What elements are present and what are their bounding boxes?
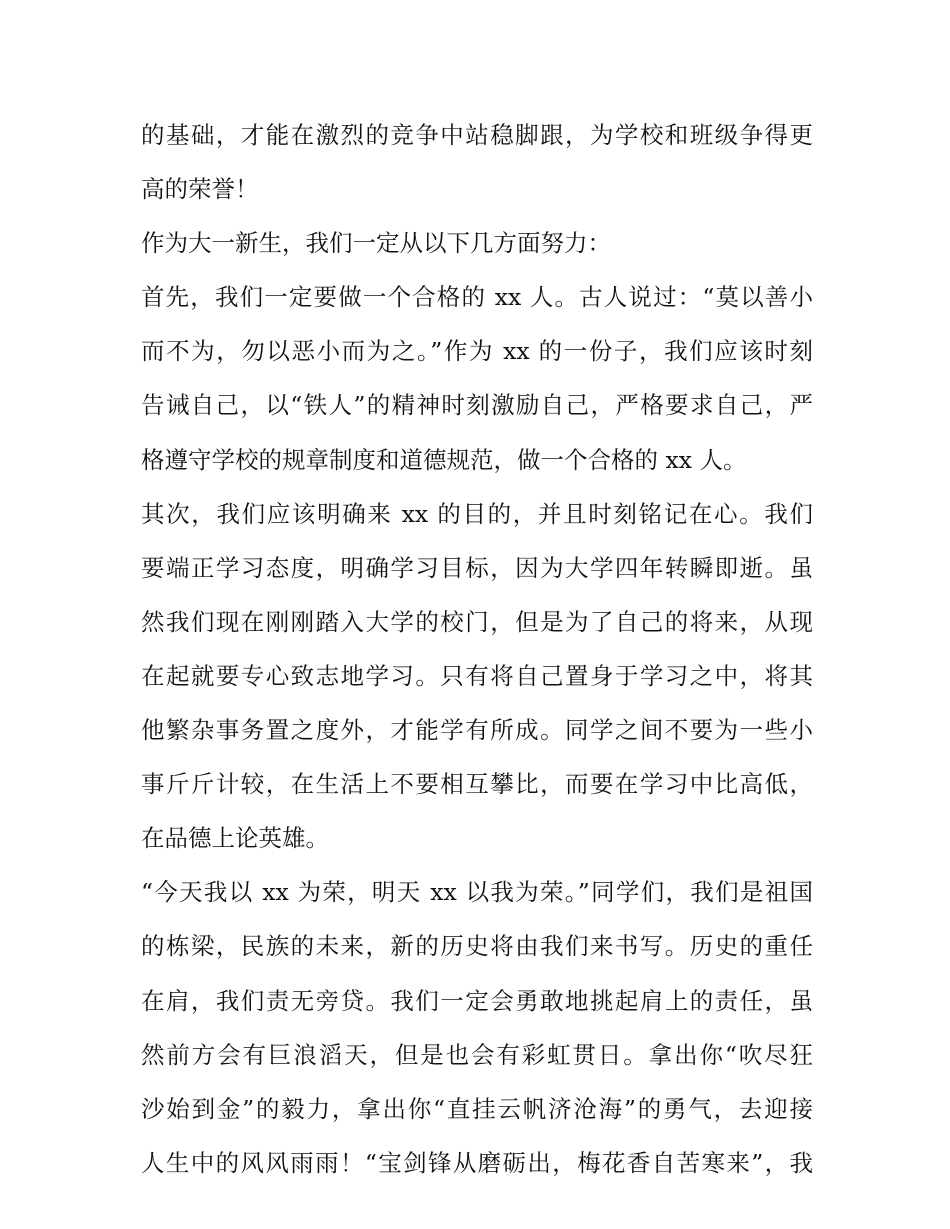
text-line: 沙始到金”的毅力，拿出你“直挂云帆济沧海”的勇气，去迎接 [141,1094,813,1123]
text-line: 作为大一新生，我们一定从以下几方面努力： [141,229,611,258]
text-line: 在品德上论英雄。 [141,824,329,853]
text-line: 高的荣誉！ [141,175,259,204]
text-line: 事斤斤计较，在生活上不要相互攀比，而要在学习中比高低， [141,770,813,799]
text-line: 格遵守学校的规章制度和道德规范，做一个合格的 xx 人。 [141,445,747,474]
text-line: “今天我以 xx 为荣，明天 xx 以我为荣。”同学们，我们是祖国 [141,878,813,907]
text-line: 他繁杂事务置之度外，才能学有所成。同学之间不要为一些小 [141,716,813,745]
text-line: 人生中的风风雨雨！“宝剑锋从磨砺出，梅花香自苦寒来”，我 [141,1148,813,1177]
text-line: 而不为，勿以恶小而为之。”作为 xx 的一份子，我们应该时刻 [141,337,813,366]
text-line: 然我们现在刚刚踏入大学的校门，但是为了自己的将来，从现 [141,607,813,636]
text-line: 在起就要专心致志地学习。只有将自己置身于学习之中，将其 [141,661,813,690]
text-line: 告诫自己，以“铁人”的精神时刻激励自己，严格要求自己，严 [141,391,813,420]
text-line: 的栋梁，民族的未来，新的历史将由我们来书写。历史的重任 [141,932,813,961]
text-line: 其次，我们应该明确来 xx 的目的，并且时刻铭记在心。我们 [141,499,813,528]
text-line: 在肩，我们责无旁贷。我们一定会勇敢地挑起肩上的责任，虽 [141,986,813,1015]
document-body [141,108,813,1190]
text-line: 的基础，才能在激烈的竞争中站稳脚跟，为学校和班级争得更 [141,121,813,149]
text-line: 要端正学习态度，明确学习目标，因为大学四年转瞬即逝。虽 [141,553,813,582]
text-line: 首先，我们一定要做一个合格的 xx 人。古人说过：“莫以善小 [141,283,813,312]
text-line: 然前方会有巨浪滔天，但是也会有彩虹贯日。拿出你“吹尽狂 [141,1040,813,1069]
